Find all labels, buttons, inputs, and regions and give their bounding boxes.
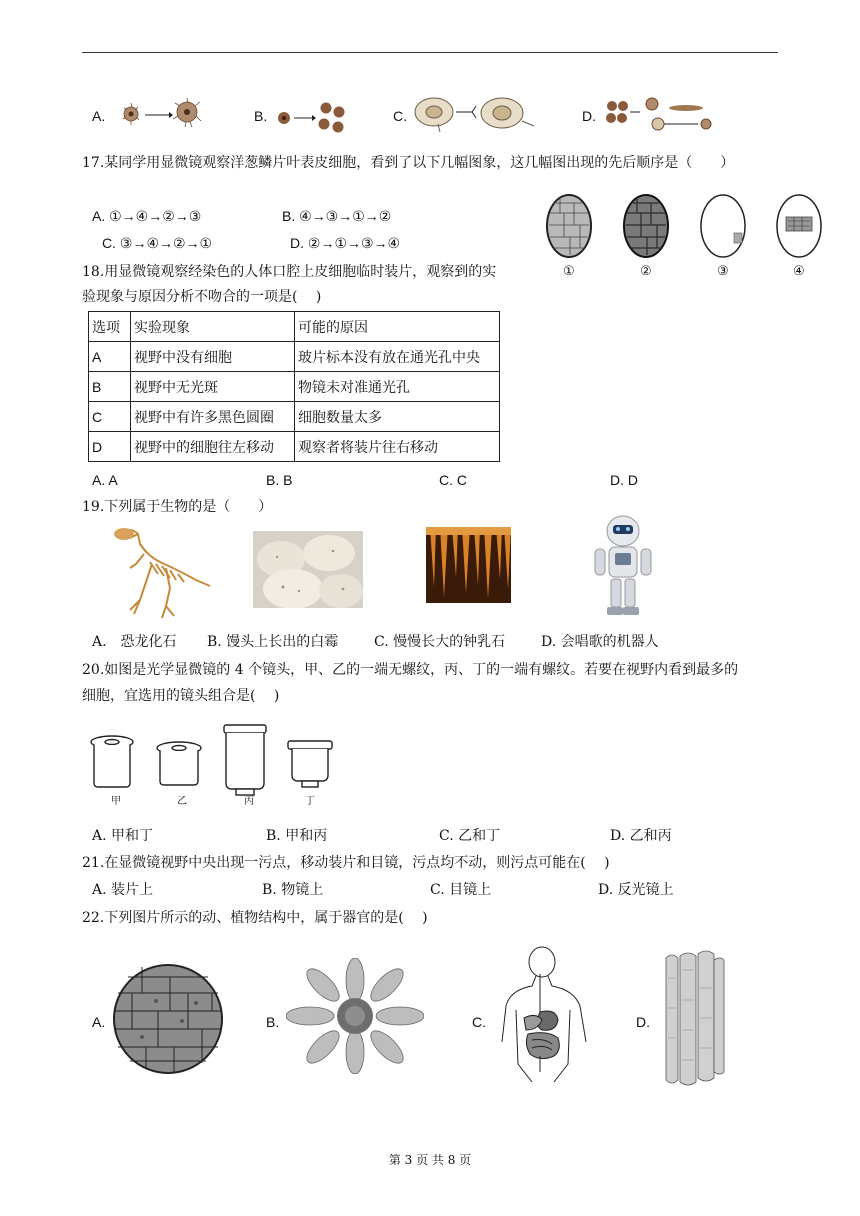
table-cell: A (89, 342, 131, 372)
q18-option-c[interactable]: C. C (439, 472, 467, 488)
q19-stalactite-image (426, 527, 511, 603)
q16-option-a-label: A. (92, 108, 106, 124)
table-cell: C (89, 402, 131, 432)
q16-option-d-image (600, 94, 720, 136)
q22-stem: 22.下列图片所示的动、植物结构中，属于器官的是( ) (82, 910, 428, 926)
q17-image-1-label: ① (563, 264, 575, 279)
q17-image-2-label: ② (640, 264, 652, 279)
q22-flower-image (286, 958, 424, 1074)
table-cell: 物镜未对准通光孔 (295, 372, 500, 402)
q19-robot-image (587, 513, 659, 617)
q22-digestive-system-image (496, 946, 596, 1086)
q20-stem-line1: 20.如图是光学显微镜的 4 个镜头，甲、乙的一端无螺纹，丙、丁的一端有螺纹。若要在视野内看到最多的 (82, 662, 739, 678)
q20-lens-label-yi: 乙 (177, 796, 187, 807)
q17-option-d[interactable]: D. ②→①→③→④ (290, 235, 401, 251)
q21-option-c[interactable]: C. 目镜上 (430, 882, 492, 898)
q22-option-d[interactable]: D. (636, 1014, 650, 1030)
q16-option-c-label: C. (393, 108, 407, 124)
q21-stem: 21.在显微镜视野中央出现一污点，移动装片和目镜，污点均不动，则污点可能在( ) (82, 855, 610, 871)
q17-image-4-label: ④ (793, 264, 805, 279)
q18-stem-line2: 验现象与原因分析不吻合的一项是( ) (82, 289, 322, 305)
table-row (89, 402, 500, 432)
q17-option-a[interactable]: A. ①→④→②→③ (92, 208, 202, 224)
q22-cell-tissue-image (112, 963, 224, 1075)
q21-option-a[interactable]: A. 装片上 (92, 882, 154, 898)
q17-image-1 (546, 193, 592, 259)
q22-option-b[interactable]: B. (266, 1014, 280, 1030)
table-cell: D (89, 432, 131, 462)
q16-option-c-image (410, 94, 540, 136)
table-cell: 视野中没有细胞 (131, 342, 295, 372)
q17-option-c[interactable]: C. ③→④→②→① (102, 235, 213, 251)
q20-option-a[interactable]: A. 甲和丁 (92, 828, 154, 844)
table-cell: 视野中无光斑 (131, 372, 295, 402)
q17-option-b[interactable]: B. ④→③→①→② (282, 208, 392, 224)
q22-muscle-fiber-image (662, 948, 726, 1090)
table-header-cell: 可能的原因 (295, 312, 500, 342)
table-cell: B (89, 372, 131, 402)
table-row (89, 432, 500, 462)
q20-lens-label-bing: 丙 (244, 796, 254, 807)
q19-option-d[interactable]: D. 会唱歌的机器人 (541, 634, 659, 650)
q19-dinosaur-fossil-image (100, 522, 212, 622)
q16-option-b-label: B. (254, 108, 268, 124)
q18-option-b[interactable]: B. B (266, 472, 293, 488)
q19-option-a[interactable]: A. 恐龙化石 (92, 634, 177, 650)
q20-option-b[interactable]: B. 甲和丙 (266, 828, 328, 844)
q17-image-2 (623, 193, 669, 259)
table-cell: 观察者将装片往右移动 (295, 432, 500, 462)
q18-option-d[interactable]: D. D (610, 472, 638, 488)
q21-option-b[interactable]: B. 物镜上 (262, 882, 324, 898)
q22-option-c[interactable]: C. (472, 1014, 486, 1030)
page-footer: 第 3 页 共 8 页 (388, 1153, 472, 1167)
q18-stem-line1: 18.用显微镜观察经染色的人体口腔上皮细胞临时装片，观察到的实 (82, 264, 497, 280)
table-header-cell: 选项 (89, 312, 131, 342)
header-rule (82, 52, 778, 53)
q17-image-3-label: ③ (717, 264, 729, 279)
q20-option-c[interactable]: C. 乙和丁 (439, 828, 501, 844)
q20-option-d[interactable]: D. 乙和丙 (610, 828, 672, 844)
q17-stem: 17.某同学用显微镜观察洋葱鳞片叶表皮细胞，看到了以下几幅图象，这几幅图出现的先后顺序是（ ） (82, 155, 735, 171)
table-cell: 视野中有许多黑色圆圈 (131, 402, 295, 432)
q18-table (88, 311, 500, 462)
table-row (89, 342, 500, 372)
table-header-cell: 实验现象 (131, 312, 295, 342)
q21-option-d[interactable]: D. 反光镜上 (598, 882, 674, 898)
q19-mouldy-buns-image (253, 531, 363, 608)
table-row (89, 372, 500, 402)
q16-option-a-image (115, 97, 215, 131)
q19-option-c[interactable]: C. 慢慢长大的钟乳石 (374, 634, 506, 650)
q16-option-b-image (272, 98, 352, 134)
q17-image-3 (700, 193, 746, 259)
q17-image-4 (776, 193, 822, 259)
table-cell: 细胞数量太多 (295, 402, 500, 432)
q20-stem-line2: 细胞，宜选用的镜头组合是( ) (82, 688, 280, 704)
q20-lens-label-jia: 甲 (111, 796, 121, 807)
q20-lenses-image (88, 723, 338, 799)
table-cell: 视野中的细胞往左移动 (131, 432, 295, 462)
q20-lens-label-ding: 丁 (305, 796, 315, 807)
q19-stem: 19.下列属于生物的是（ ） (82, 499, 273, 515)
q16-option-d-label: D. (582, 108, 596, 124)
q19-option-b[interactable]: B. 馒头上长出的白霉 (207, 634, 339, 650)
q22-option-a[interactable]: A. (92, 1014, 106, 1030)
table-cell: 玻片标本没有放在通光孔中央 (295, 342, 500, 372)
table-header-row (89, 312, 500, 342)
q18-option-a[interactable]: A. A (92, 472, 118, 488)
